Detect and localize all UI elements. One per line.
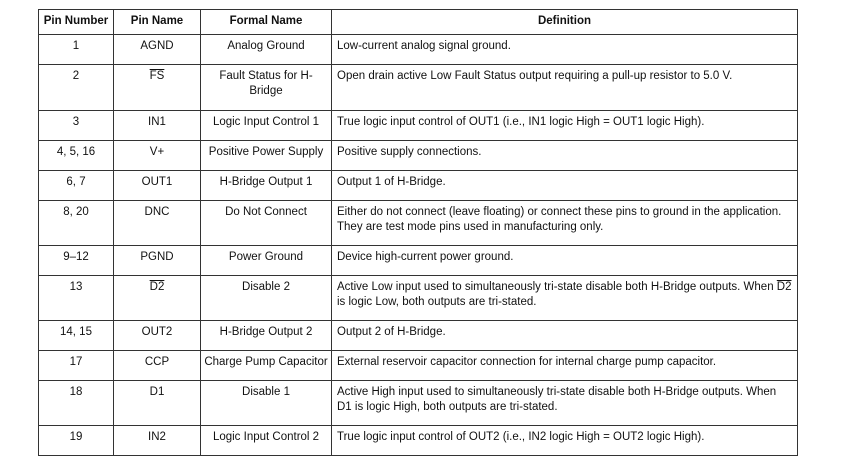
definition-cell: True logic input control of OUT1 (i.e., IN1 logic High = OUT1 logic High). — [332, 111, 798, 141]
formal-name-cell: H-Bridge Output 2 — [201, 321, 332, 351]
table-row — [39, 276, 798, 321]
definition-cell: True logic input control of OUT2 (i.e., IN2 logic High = OUT2 logic High). — [332, 426, 798, 456]
formal-name-cell: H-Bridge Output 1 — [201, 171, 332, 201]
definition-text: Active Low input used to simultaneously tri-state disable both H-Bridge outputs. When — [337, 281, 777, 293]
definition-cell: Output 1 of H-Bridge. — [332, 171, 798, 201]
pin-name-cell: IN1 — [114, 111, 201, 141]
table-row — [39, 171, 798, 201]
header-formal-name: Formal Name — [201, 10, 332, 35]
table-row — [39, 35, 798, 65]
pin-name-cell: D2 — [114, 276, 201, 321]
formal-name-cell: Positive Power Supply — [201, 141, 332, 171]
formal-name-cell: Do Not Connect — [201, 201, 332, 246]
table-row — [39, 201, 798, 246]
formal-name-cell: Disable 1 — [201, 381, 332, 426]
pin-number-cell: 3 — [39, 111, 114, 141]
header-row — [39, 10, 798, 35]
formal-name-cell: Logic Input Control 1 — [201, 111, 332, 141]
pin-name-cell: DNC — [114, 201, 201, 246]
table-body — [39, 35, 798, 456]
table-header — [39, 10, 798, 35]
definition-cell: Positive supply connections. — [332, 141, 798, 171]
pin-definition-table — [38, 9, 798, 456]
header-definition: Definition — [332, 10, 798, 35]
pin-name-cell: V+ — [114, 141, 201, 171]
definition-cell: Open drain active Low Fault Status output requiring a pull-up resistor to 5.0 V. — [332, 65, 798, 111]
pin-number-cell: 6, 7 — [39, 171, 114, 201]
formal-name-cell: Disable 2 — [201, 276, 332, 321]
definition-cell: External reservoir capacitor connection for internal charge pump capacitor. — [332, 351, 798, 381]
definition-cell: Either do not connect (leave floating) or connect these pins to ground in the application. They are test mode pins used in manufacturing only. — [332, 201, 798, 246]
header-pin-name: Pin Name — [114, 10, 201, 35]
pin-number-cell: 14, 15 — [39, 321, 114, 351]
pin-number-cell: 17 — [39, 351, 114, 381]
definition-cell: Device high-current power ground. — [332, 246, 798, 276]
formal-name-cell: Logic Input Control 2 — [201, 426, 332, 456]
pin-name-cell: $\overline{FS}$ — [114, 65, 201, 111]
pin-name-cell: D1 — [114, 381, 201, 426]
pin-number-cell: 13 — [39, 276, 114, 321]
pin-number-cell: 18 — [39, 381, 114, 426]
table-row — [39, 246, 798, 276]
definition-text: is logic Low, both outputs are tri-stated. — [337, 296, 537, 308]
pin-name-cell: PGND — [114, 246, 201, 276]
table-row — [39, 426, 798, 456]
formal-name-cell: Fault Status for H-Bridge — [201, 65, 332, 111]
definition-cell — [332, 276, 798, 321]
pin-name-cell: IN2 — [114, 426, 201, 456]
formal-name-cell: Charge Pump Capacitor — [201, 351, 332, 381]
table-row — [39, 65, 798, 111]
pin-number-cell: 8, 20 — [39, 201, 114, 246]
table-row — [39, 351, 798, 381]
header-pin-number: Pin Number — [39, 10, 114, 35]
table-row — [39, 321, 798, 351]
pin-number-cell: 2 — [39, 65, 114, 111]
pin-name-cell: AGND — [114, 35, 201, 65]
pin-number-cell: 1 — [39, 35, 114, 65]
pin-name-cell: OUT1 — [114, 171, 201, 201]
definition-cell: Active High input used to simultaneously tri-state disable both H-Bridge outputs. When D1 is logic High, both outputs are tri-stated. — [332, 381, 798, 426]
table-row — [39, 381, 798, 426]
pin-number-cell: 4, 5, 16 — [39, 141, 114, 171]
table-row — [39, 141, 798, 171]
pin-number-cell: 19 — [39, 426, 114, 456]
pin-name-cell: CCP — [114, 351, 201, 381]
definition-cell: Output 2 of H-Bridge. — [332, 321, 798, 351]
definition-cell: Low-current analog signal ground. — [332, 35, 798, 65]
formal-name-cell: Analog Ground — [201, 35, 332, 65]
pin-name-cell: OUT2 — [114, 321, 201, 351]
formal-name-cell: Power Ground — [201, 246, 332, 276]
pin-number-cell: 9–12 — [39, 246, 114, 276]
table-row — [39, 111, 798, 141]
definition-signal-name: D2 — [776, 281, 792, 293]
